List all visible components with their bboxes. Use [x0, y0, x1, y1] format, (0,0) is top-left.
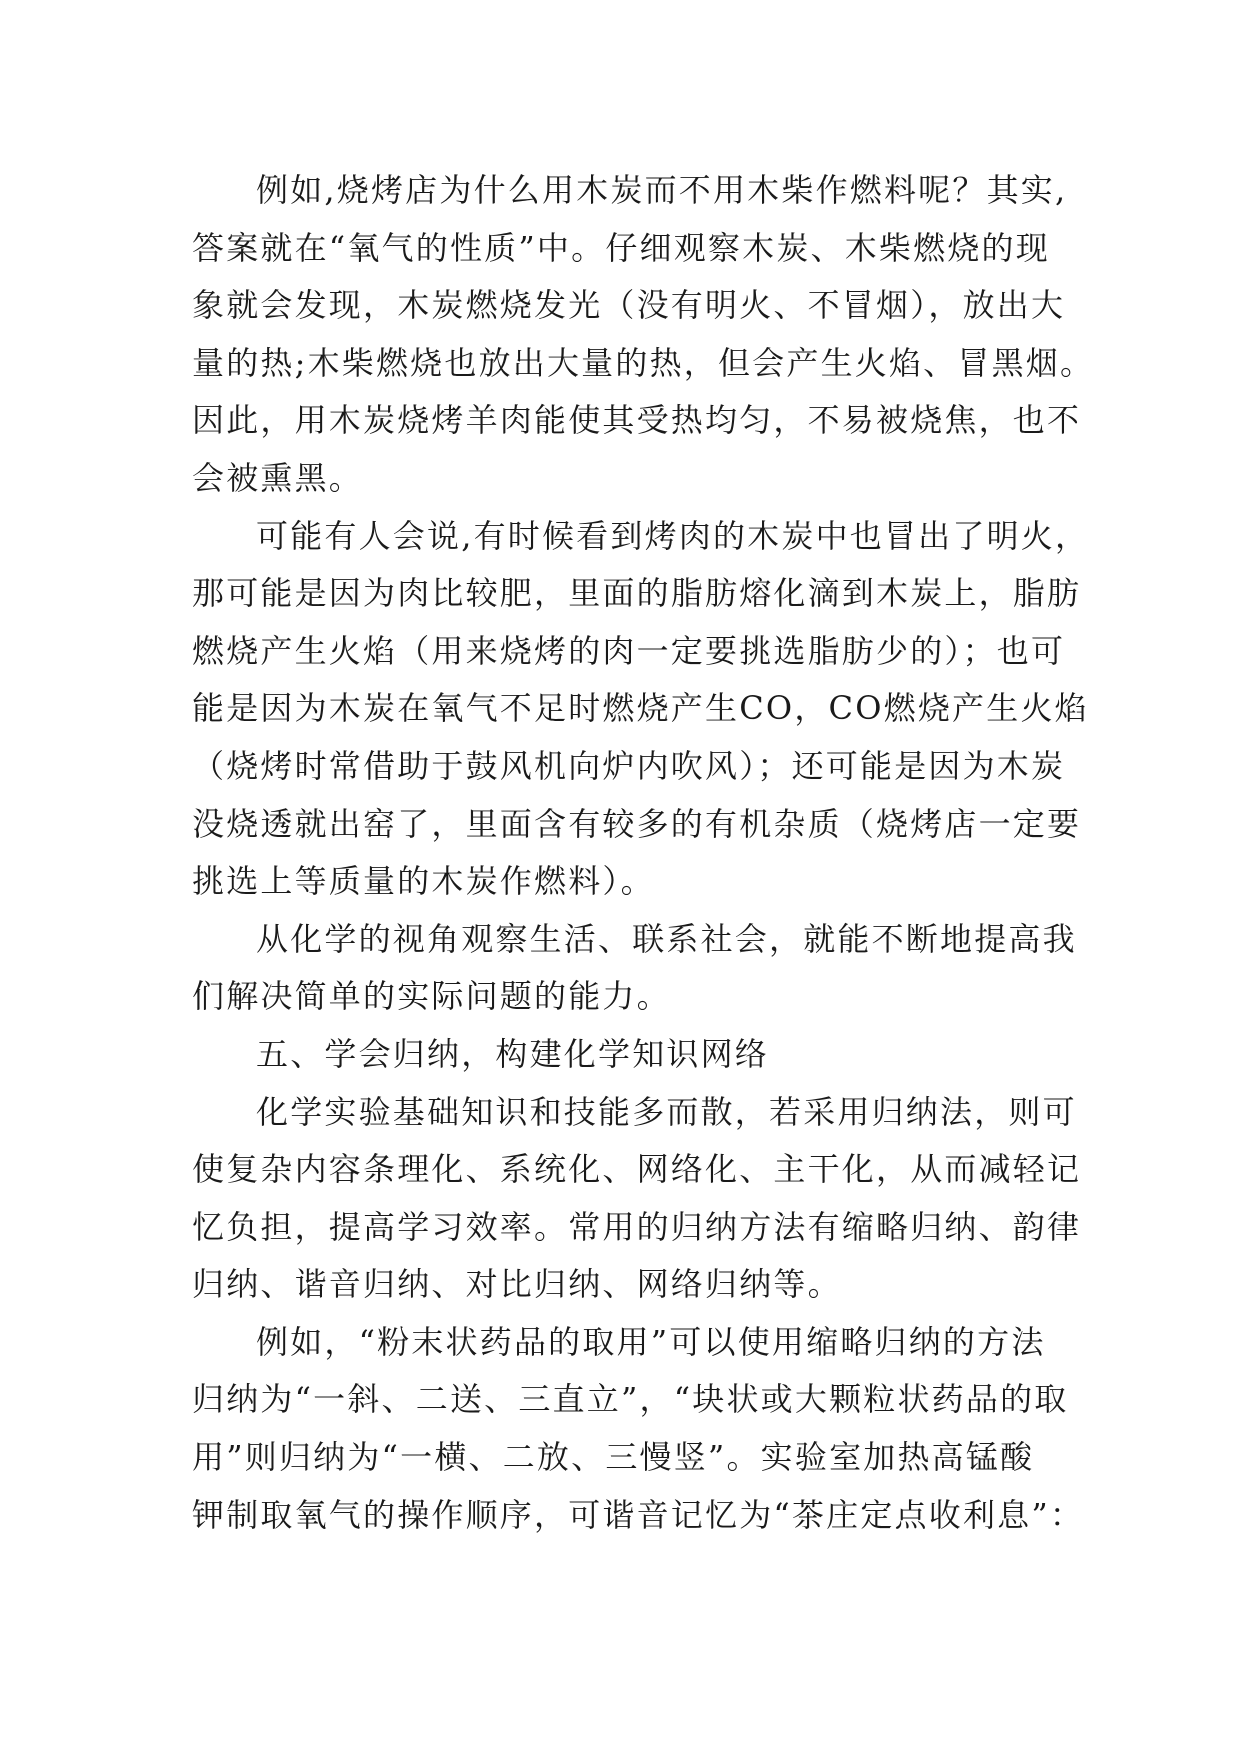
text-line: 燃烧产生火焰（用来烧烤的肉一定要挑选脂肪少的）；也可: [192, 631, 1066, 670]
text-line: 因此，用木炭烧烤羊肉能使其受热均匀，不易被烧焦，也不: [192, 401, 1082, 440]
text-line: 忆负担，提高学习效率。常用的归纳方法有缩略归纳、韵律: [192, 1207, 1082, 1246]
text-line: 归纳为“一斜、二送、三直立”，“块状或大颗粒状药品的取: [192, 1380, 1069, 1419]
text-line: 化学实验基础知识和技能多而散，若采用归纳法，则可: [256, 1092, 1077, 1131]
section-title: 五、学会归纳，构建化学知识网络: [256, 1034, 770, 1073]
text-line: 那可能是因为肉比较肥，里面的脂肪熔化滴到木炭上，脂肪: [192, 574, 1082, 613]
text-line: 可能有人会说,有时候看到烤肉的木炭中也冒出了明火，: [256, 516, 1090, 555]
text-line: 例如,烧烤店为什么用木炭而不用木柴作燃料呢？其实,: [256, 171, 1068, 209]
paragraph-charcoal-example: [192, 162, 1095, 508]
text-line: 会被熏黑。: [192, 458, 364, 497]
text-line: 例如，“粉末状药品的取用”可以使用缩略归纳的方法: [256, 1322, 1046, 1361]
text-line: 们解决简单的实际问题的能力。: [192, 977, 671, 1016]
text-line: 从化学的视角观察生活、联系社会，就能不断地提高我: [256, 919, 1077, 958]
paragraph-chemistry-perspective: [192, 911, 1082, 1026]
paragraph-induction-method: [192, 1084, 1082, 1314]
text-line: 象就会发现，木炭燃烧发光（没有明火、不冒烟），放出大: [192, 286, 1066, 325]
text-line: 没烧透就出窑了，里面含有较多的有机杂质（烧烤店一定要: [192, 804, 1082, 843]
section-heading: [192, 1026, 1082, 1084]
paragraph-induction-examples: [192, 1314, 1085, 1544]
text-line: （烧烤时常借助于鼓风机向炉内吹风）；还可能是因为木炭: [192, 746, 1066, 785]
paragraph-open-flame-explanation: [192, 508, 1090, 911]
text-line: 钾制取氧气的操作顺序，可谐音记忆为“茶庄定点收利息”：: [192, 1495, 1085, 1534]
text-line: 使复杂内容条理化、系统化、网络化、主干化，从而减轻记: [192, 1150, 1082, 1189]
document-body: [192, 162, 1095, 1544]
text-line: 答案就在“氧气的性质”中。仔细观察木炭、木柴燃烧的现: [192, 228, 1050, 267]
text-line: 用”则归纳为“一横、二放、三慢竖”。实验室加热高锰酸: [192, 1438, 1035, 1477]
text-line: 挑选上等质量的木炭作燃料）。: [192, 862, 655, 901]
text-line: 能是因为木炭在氧气不足时燃烧产生CO，CO燃烧产生火焰: [192, 689, 1089, 728]
text-line: 量的热;木柴燃烧也放出大量的热，但会产生火焰、冒黑烟。: [192, 343, 1095, 382]
text-line: 归纳、谐音归纳、对比归纳、网络归纳等。: [192, 1265, 842, 1304]
